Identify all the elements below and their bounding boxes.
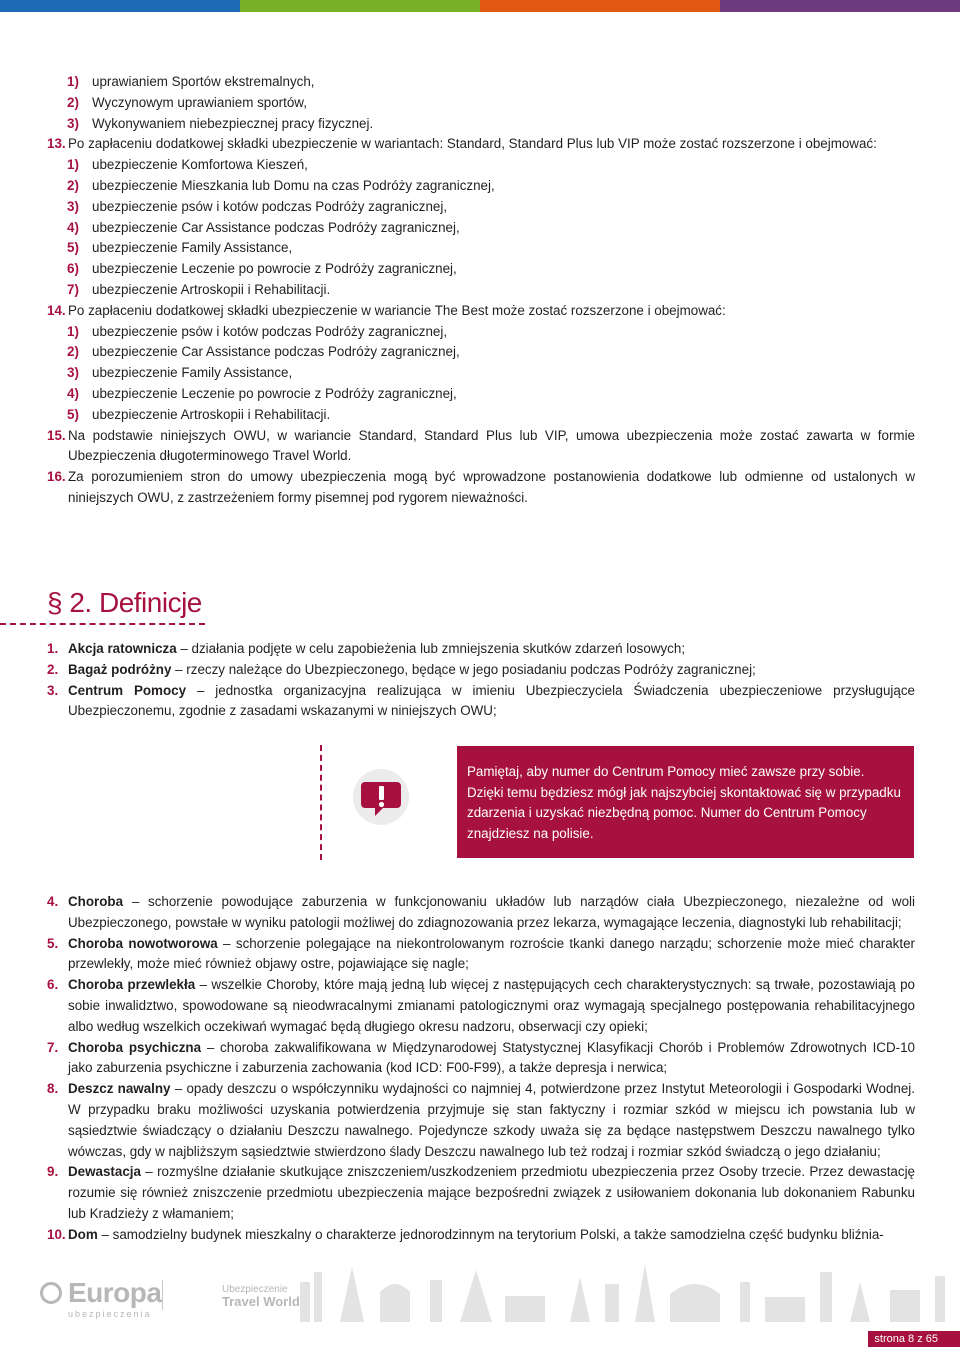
list-item bbox=[47, 93, 915, 114]
item-text: Wykonywaniem niebezpiecznej pracy fizycznej. bbox=[92, 115, 374, 131]
section-heading: § 2. Definicje bbox=[47, 587, 202, 618]
item-number: 2) bbox=[67, 344, 79, 360]
definition-term: Dewastacja bbox=[68, 1164, 141, 1180]
item-text: Wyczynowym uprawianiem sportów, bbox=[92, 94, 307, 110]
product-line-2: Travel World bbox=[222, 1294, 300, 1309]
notice-text: Pamiętaj, aby numer do Centrum Pomocy mieć zawsze przy sobie. Dzięki temu będziesz mógł jak najszybciej skontaktować się w przypadku zdarzenia i uzyskać niezbędną pomoc. Numer do Centrum Pomocy znajdziesz na polisie. bbox=[467, 764, 901, 841]
list-item bbox=[47, 384, 915, 405]
paragraph-number: 15. bbox=[47, 427, 66, 443]
definition-text: – rozmyślne działanie skutkujące zniszczeniem/uszkodzeniem przedmiotu ubezpieczenia przez Osoby trzecie. Przez dewastację rozumie się również zniszczenie przedmiotu ubezpieczenia mające bezpośredni związek z usiłowaniem dokonania lub dokonaniem Rabunku lub Kradzieży z włamaniem; bbox=[68, 1164, 915, 1221]
list-item bbox=[47, 322, 915, 343]
list-item bbox=[47, 176, 915, 197]
definition-item bbox=[47, 1162, 915, 1224]
definition-text: – schorzenie powodujące zaburzenia w funkcjonowaniu układów lub narządów ciała Ubezpieczonego, niezależne od woli Ubezpieczonego, powstałe w wyniku patologii możliwej do zdiagnozowania przez lekarza, wymagające leczenia, diagnostyki lub rehabilitacji; bbox=[68, 894, 915, 930]
top-bar-green bbox=[240, 0, 480, 12]
item-number: 2) bbox=[67, 94, 79, 110]
definition-text: – choroba zakwalifikowana w Międzynarodowej Statystycznej Klasyfikacji Chorób i Problemów Zdrowotnych ICD-10 jako zaburzenia psychiczne i zaburzenia zachowania (kod ICD: F00-F99), a także depresja i nerwica; bbox=[68, 1039, 915, 1076]
paragraph-number: 16. bbox=[47, 469, 66, 485]
paragraph-text: Po zapłaceniu dodatkowej składki ubezpieczenie w wariantach: Standard, Standard Plus lub VIP może zostać rozszerzone i obejmować: bbox=[68, 136, 877, 152]
product-line-1: Ubezpieczenie bbox=[222, 1284, 288, 1295]
item-number: 5) bbox=[67, 406, 79, 422]
top-bar-orange bbox=[480, 0, 720, 12]
list-item bbox=[47, 197, 915, 218]
list-item bbox=[47, 114, 915, 135]
item-number: 4) bbox=[67, 219, 79, 235]
europa-logo bbox=[40, 1278, 161, 1319]
definition-number: 7. bbox=[47, 1039, 59, 1055]
list-item bbox=[47, 155, 915, 176]
document-body bbox=[47, 72, 915, 509]
top-color-bar bbox=[0, 0, 960, 12]
definition-item bbox=[47, 1225, 915, 1246]
item-text: ubezpieczenie Leczenie po powrocie z Podróży zagranicznej, bbox=[92, 261, 457, 277]
definition-number: 3. bbox=[47, 682, 59, 698]
item-text: ubezpieczenie Artroskopii i Rehabilitacji. bbox=[92, 406, 331, 422]
definition-number: 6. bbox=[47, 977, 59, 993]
item-text: ubezpieczenie Mieszkania lub Domu na czas Podróży zagranicznej, bbox=[92, 177, 495, 193]
item-number: 1) bbox=[67, 323, 79, 339]
definition-number: 9. bbox=[47, 1164, 59, 1180]
exclamation-speech-bubble-icon bbox=[352, 768, 410, 826]
top-bar-purple bbox=[720, 0, 960, 12]
list-item bbox=[47, 363, 915, 384]
definitions-list-b bbox=[47, 892, 915, 1246]
item-number: 4) bbox=[67, 385, 79, 401]
notice-box bbox=[457, 746, 914, 858]
definition-number: 4. bbox=[47, 894, 59, 909]
logo-divider bbox=[162, 1280, 163, 1310]
paragraph-text: Za porozumieniem stron do umowy ubezpieczenia mogą być wprowadzone postanowienia dodatkowe lub odmienne od ustalonych w niniejszych OWU, z zastrzeżeniem formy pisemnej pod rygorem nieważności. bbox=[68, 469, 915, 505]
page-number-badge: strona 8 z 65 bbox=[868, 1331, 960, 1347]
definition-text: – rzeczy należące do Ubezpieczonego, będące w jego posiadaniu podczas Podróży zagranicznej; bbox=[171, 661, 756, 677]
item-number: 5) bbox=[67, 240, 79, 256]
definition-text: – samodzielny budynek mieszkalny o charakterze jednorodzinnym na terytorium Polski, a także samodzielna część budynku bliźnia- bbox=[97, 1226, 884, 1242]
list-item bbox=[47, 238, 915, 259]
definition-item bbox=[47, 681, 915, 723]
item-number: 6) bbox=[67, 261, 79, 277]
item-text: ubezpieczenie Komfortowa Kieszeń, bbox=[92, 157, 308, 173]
item-number: 2) bbox=[67, 177, 79, 193]
definition-text: – schorzenie polegające na niekontrolowanym rozroście tkanki danego narządu; schorzenie może mieć charakter przewlekły, może mieć również objawy ostre, pojawiające się nagle; bbox=[68, 935, 915, 972]
definition-term: Bagaż podróżny bbox=[68, 661, 172, 677]
item-number: 3) bbox=[67, 198, 79, 214]
definition-text: – działania podjęte w celu zapobieżenia lub zmniejszenia skutków zdarzeń losowych; bbox=[176, 641, 686, 656]
top-bar-blue bbox=[0, 0, 240, 12]
item-text: ubezpieczenie Leczenie po powrocie z Podróży zagranicznej, bbox=[92, 385, 457, 401]
list-item bbox=[47, 218, 915, 239]
definition-item bbox=[47, 1079, 915, 1162]
item-number: 1) bbox=[67, 74, 79, 89]
list-item bbox=[47, 342, 915, 363]
item-text: ubezpieczenie Artroskopii i Rehabilitacji. bbox=[92, 281, 331, 297]
definition-text: – opady deszczu o współczynniku wydajności co najmniej 4, potwierdzone przez Instytut Meteorologii i Gospodarki Wodnej. W przypadku braku możliwości uzyskania potwierdzenia przyjmuje się stan faktyczny i rozmiar szkód w miejscu ich powstania lub w sąsiedztwie świadczący o działaniu Deszczu nawalnego. Pojedyncze szkody uważa się za będące następstwem Deszczu nawalnego tylko wówczas, gdy w najbliższym sąsiedztwie stwierdzono ślady Deszczu nawalnego lub też rodzaj i rozmiar szkód świadczą o jego działaniu; bbox=[68, 1081, 915, 1159]
paragraph-number: 13. bbox=[47, 136, 66, 152]
item-number: 1) bbox=[67, 157, 79, 173]
definition-term: Choroba bbox=[68, 894, 124, 909]
definition-item bbox=[47, 975, 915, 1037]
definition-item bbox=[47, 892, 915, 934]
item-text: ubezpieczenie Car Assistance podczas Podróży zagranicznej, bbox=[92, 344, 460, 360]
definition-number: 5. bbox=[47, 935, 59, 951]
list-item bbox=[47, 72, 915, 93]
item-text: uprawianiem Sportów ekstremalnych, bbox=[92, 74, 315, 89]
item-text: ubezpieczenie Family Assistance, bbox=[92, 240, 293, 256]
definition-number: 2. bbox=[47, 661, 59, 677]
list-item bbox=[47, 280, 915, 301]
paragraph-text: Po zapłaceniu dodatkowej składki ubezpieczenie w wariancie The Best może zostać rozszerzone i obejmować: bbox=[68, 302, 726, 318]
definition-item bbox=[47, 1038, 915, 1080]
logo-sub: ubezpieczenia bbox=[68, 1309, 152, 1319]
list-item bbox=[47, 405, 915, 426]
definition-number: 1. bbox=[47, 641, 59, 656]
definition-number: 8. bbox=[47, 1081, 59, 1097]
definition-item bbox=[47, 934, 915, 976]
paragraph-number: 14. bbox=[47, 302, 66, 318]
paragraph-15 bbox=[47, 426, 915, 468]
definition-term: Choroba psychiczna bbox=[68, 1039, 202, 1055]
definition-term: Choroba nowotworowa bbox=[68, 935, 218, 951]
definitions-list-a bbox=[47, 639, 915, 722]
paragraph-13 bbox=[47, 134, 915, 155]
product-logo bbox=[222, 1284, 300, 1309]
definition-number: 10. bbox=[47, 1226, 66, 1242]
logo-mark-icon bbox=[40, 1282, 62, 1304]
definition-term: Deszcz nawalny bbox=[68, 1081, 171, 1097]
paragraph-text: Na podstawie niniejszych OWU, w wariancie Standard, Standard Plus lub VIP, umowa ubezpieczenia może zostać zawarta w formie Ubezpieczenia długoterminowego Travel World. bbox=[68, 427, 915, 464]
definition-term: Centrum Pomocy bbox=[68, 682, 187, 698]
notice-dashed-line bbox=[320, 745, 322, 860]
landmarks-skyline-icon bbox=[300, 1262, 960, 1322]
definition-item bbox=[47, 639, 915, 660]
paragraph-16 bbox=[47, 467, 915, 509]
definition-item bbox=[47, 660, 915, 681]
list-item bbox=[47, 259, 915, 280]
definition-term: Dom bbox=[68, 1226, 98, 1242]
heading-dashed-rule bbox=[0, 623, 205, 625]
definition-term: Choroba przewlekła bbox=[68, 977, 196, 993]
item-number: 3) bbox=[67, 365, 79, 381]
definition-text: – jednostka organizacyjna realizująca w imieniu Ubezpieczyciela Świadczenia ubezpieczeniowe przysługujące Ubezpieczonemu, zgodnie z zasadami wskazanymi w niniejszych OWU; bbox=[68, 682, 915, 719]
definition-term: Akcja ratownicza bbox=[68, 641, 177, 656]
item-text: ubezpieczenie Family Assistance, bbox=[92, 365, 293, 381]
paragraph-14 bbox=[47, 301, 915, 322]
item-number: 3) bbox=[67, 115, 79, 131]
item-text: ubezpieczenie Car Assistance podczas Podróży zagranicznej, bbox=[92, 219, 460, 235]
section-heading-block bbox=[0, 585, 210, 625]
item-text: ubezpieczenie psów i kotów podczas Podróży zagranicznej, bbox=[92, 198, 448, 214]
definition-text: – wszelkie Choroby, które mają jedną lub więcej z następujących cech charakterystycznych: są trwałe, pozostawiają po sobie inwalidztwo, spowodowane są nieodwracalnymi zmianami patologicznymi oraz wymagają specjalnego postępowania rehabilitacyjnego albo według wszelkich oczekiwań wymagać będą długiego okresu nadzoru, obserwacji czy opieki; bbox=[68, 977, 915, 1034]
item-text: ubezpieczenie psów i kotów podczas Podróży zagranicznej, bbox=[92, 323, 448, 339]
logo-word: Europa bbox=[68, 1277, 162, 1308]
item-number: 7) bbox=[67, 281, 79, 297]
